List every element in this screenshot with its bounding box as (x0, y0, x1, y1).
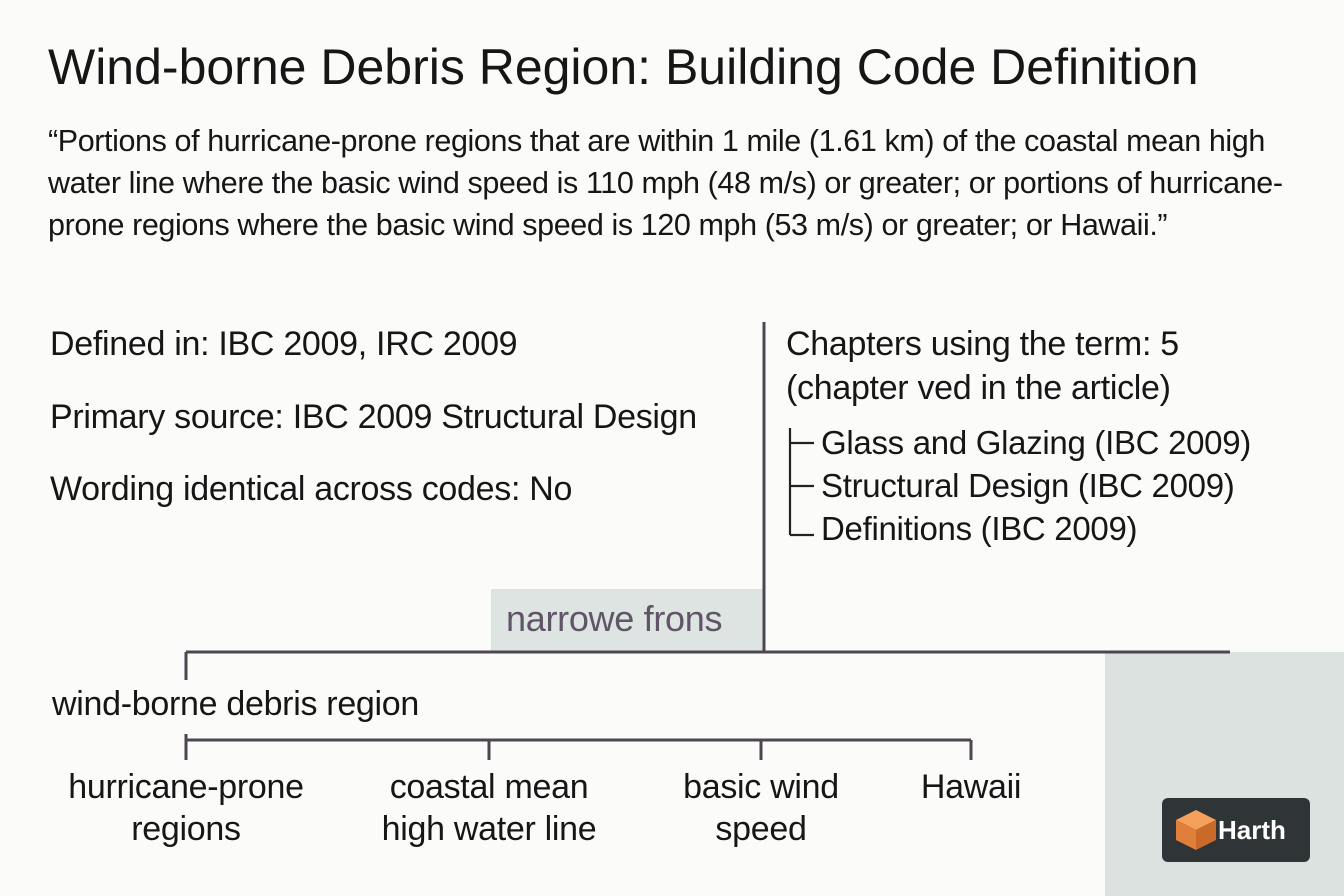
tree-leaf (821, 766, 1121, 808)
brand-logo (1162, 798, 1310, 862)
tree-leaf-line: high water line (381, 810, 597, 848)
tree-leaf (339, 766, 639, 850)
defined-in-text: Defined in: IBC 2009, IRC 2009 (50, 325, 518, 363)
connector-label: narrowe frons (506, 598, 723, 639)
definition-quote: “Portions of hurricane-prone regions that are within 1 mile (1.61 km) of the coastal mean high water line where the basic wind speed is 110 mph (48 m/s) or greater; or portions of hurricane-prone regions where the basic wind speed is 120 mph (53 m/s) or greater; or Hawaii.” (48, 124, 1283, 242)
cube-icon (1172, 806, 1220, 854)
tree-leaf-line: coastal mean (389, 768, 589, 806)
tree-leaf-line: speed (715, 810, 807, 848)
tree-leaf-line: basic wind (683, 768, 839, 806)
logo-text: Harth (1218, 815, 1286, 845)
chapter-item: Glass and Glazing (IBC 2009) (821, 424, 1251, 461)
primary-source-text: Primary source: IBC 2009 Structural Design (50, 398, 697, 436)
tree-root-label: wind-borne debris region (52, 685, 420, 723)
page-title: Wind-borne Debris Region: Building Code Definition (48, 39, 1199, 95)
tree-leaf-line: hurricane-prone (68, 768, 304, 806)
chapters-note-line: (chapter ved in the article) (786, 369, 1171, 407)
chapter-item: Structural Design (IBC 2009) (821, 467, 1235, 504)
tree-leaf-line: regions (131, 810, 241, 848)
chapter-item: Definitions (IBC 2009) (821, 510, 1138, 547)
tree-leaf (36, 766, 336, 850)
wording-identical-text: Wording identical across codes: No (50, 470, 573, 508)
tree-leaf-line: Hawaii (920, 768, 1022, 806)
chapters-count-line: Chapters using the term: 5 (786, 325, 1179, 363)
